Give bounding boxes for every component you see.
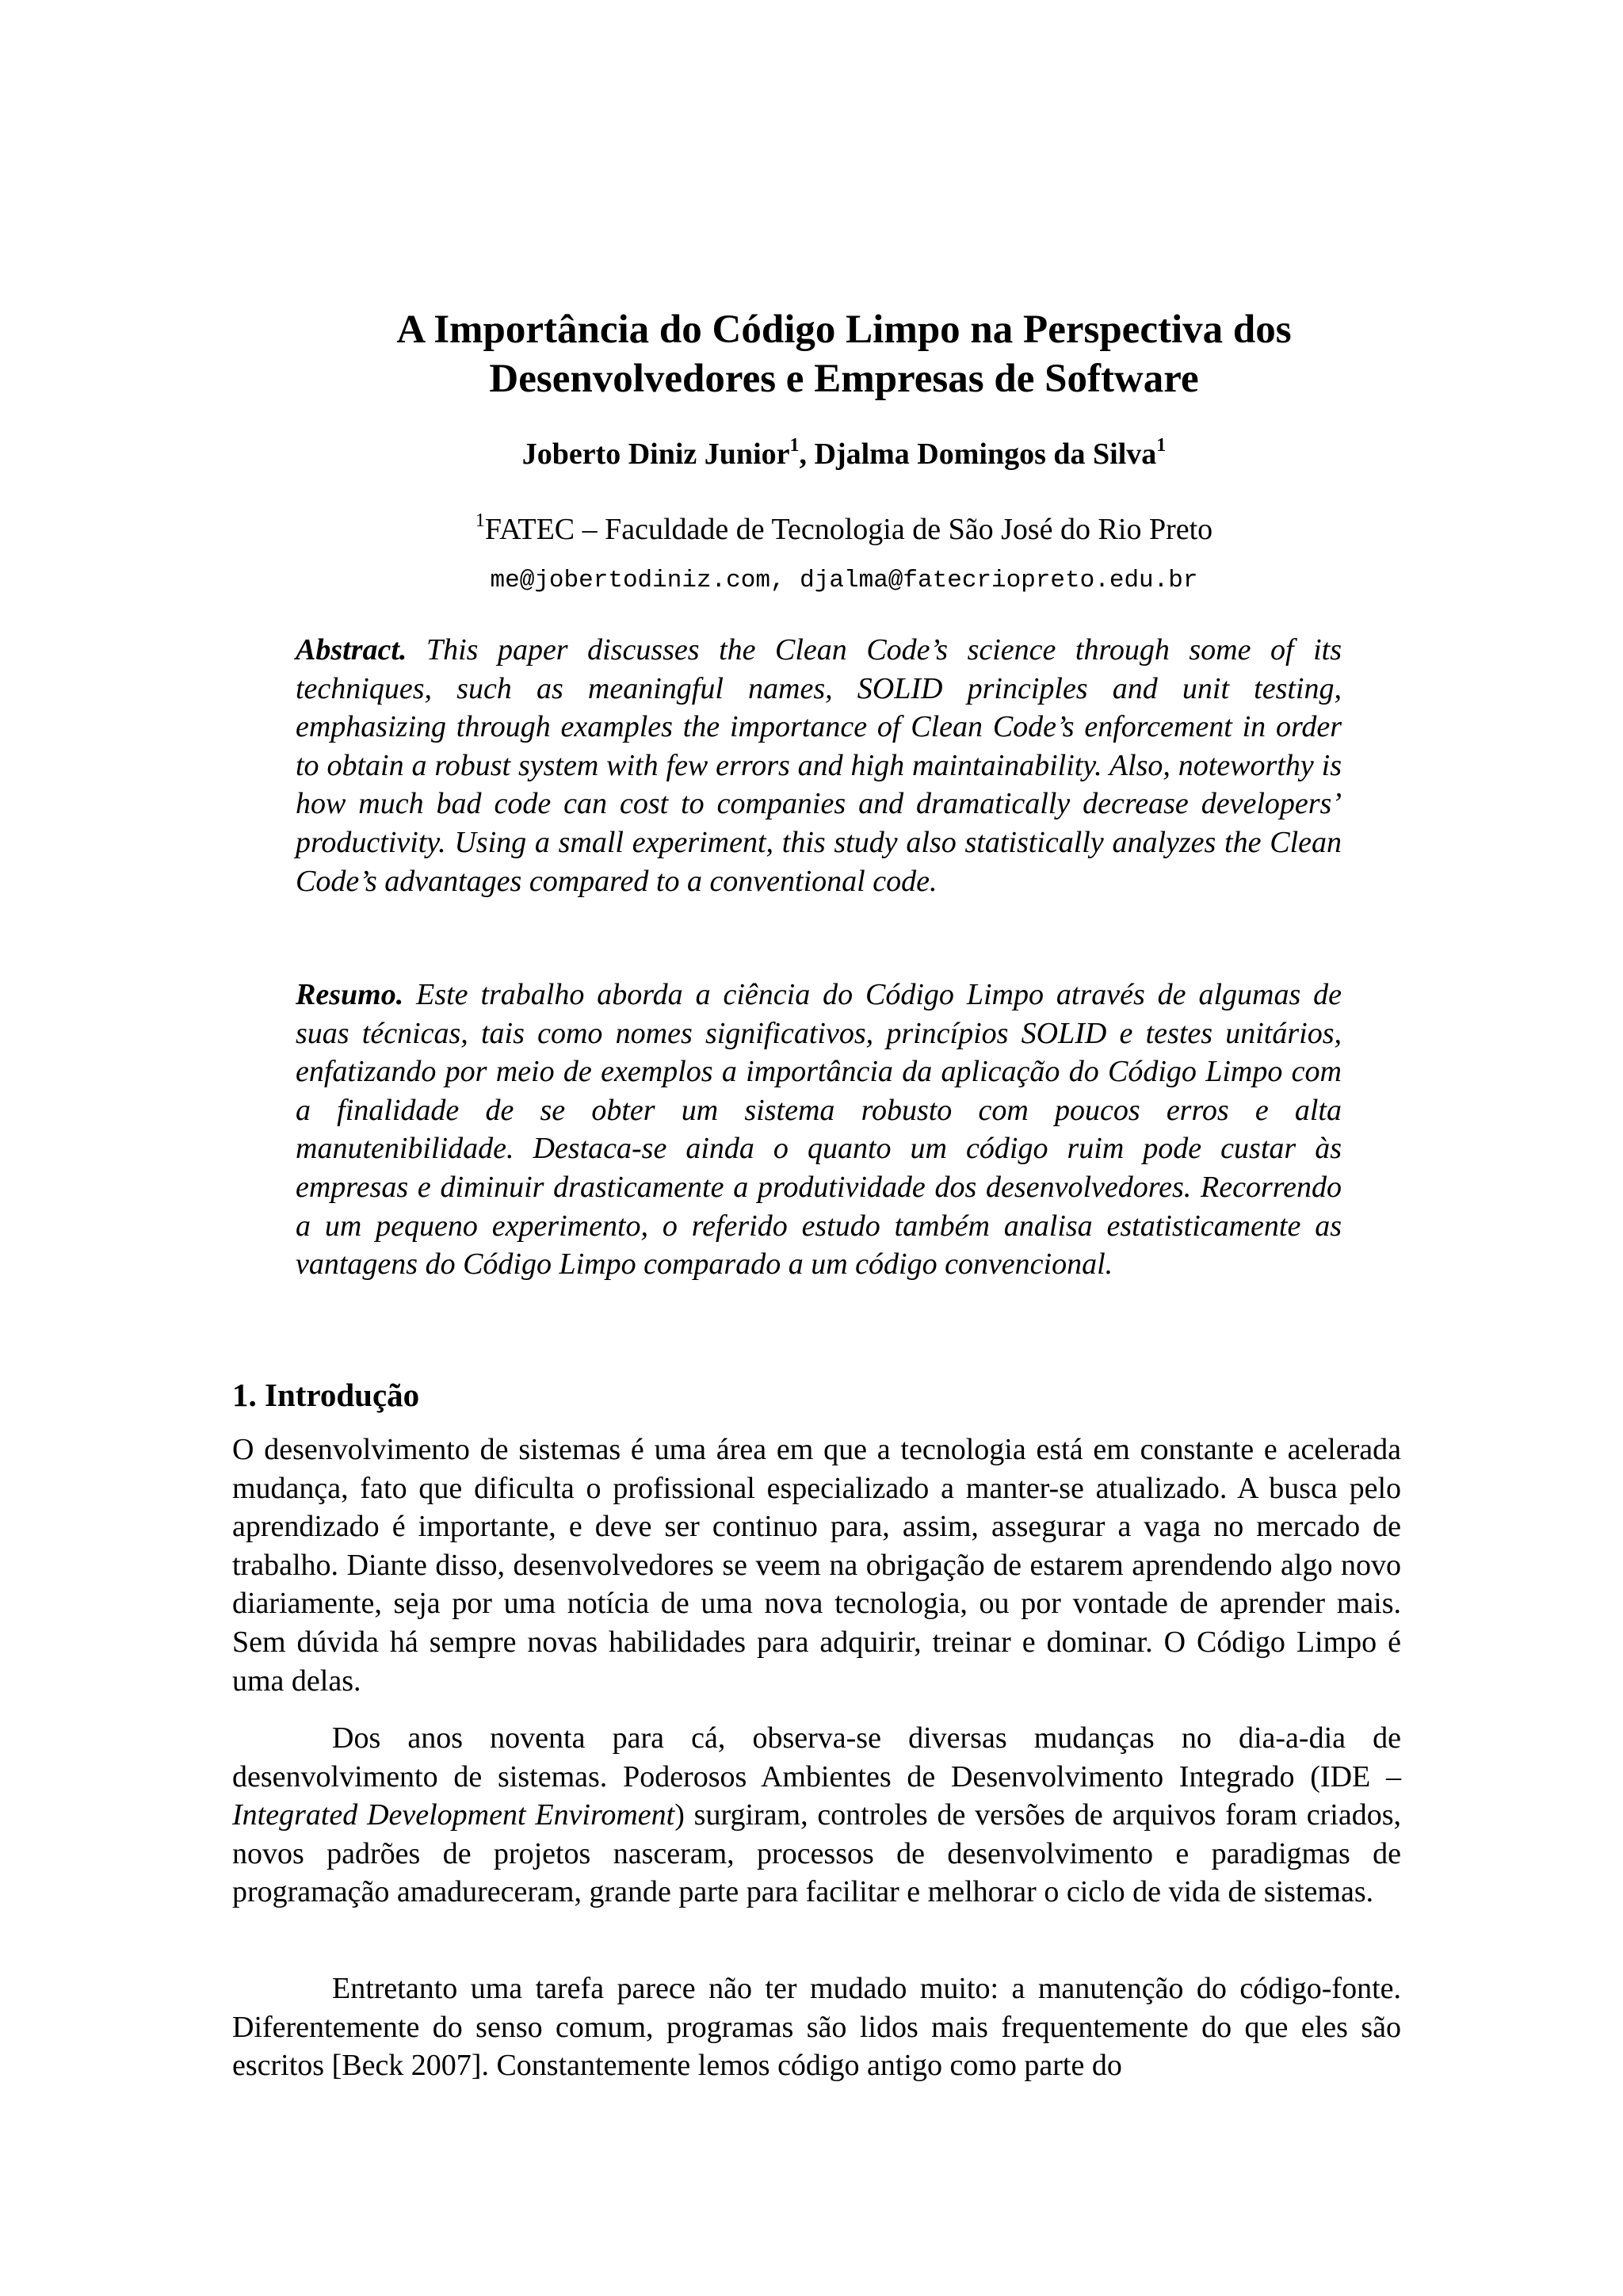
body-paragraph-3: Entretanto uma tarefa parece não ter mudado muito: a manutenção do código-fonte. Diferentemente do senso comum, programas são lidos mais frequentemente do que eles são escritos [Beck 2007]. Constantemente lemos código antigo como parte do [232, 1972, 1401, 2083]
paragraph-2-emphasis: Integrated Development Enviroment [232, 1798, 675, 1832]
affiliation-mark: 1 [475, 510, 485, 531]
resumo [296, 976, 1342, 1284]
resumo-lead: Resumo. [296, 978, 404, 1011]
author-1: Joberto Diniz Junior [521, 437, 790, 471]
section-heading-introducao: 1. Introdução [232, 1377, 420, 1413]
title-line-2: Desenvolvedores e Empresas de Software [489, 357, 1199, 401]
affiliation-text: FATEC – Faculdade de Tecnologia de São José do Rio Preto [484, 513, 1213, 546]
resumo-text: Este trabalho aborda a ciência do Código Limpo através de algumas de suas técnicas, tais como nomes significativos, princípios SOLID e testes unitários, enfatizando por meio de exemplos a importância da aplicação do Código Limpo com a finalidade de se obter um sistema robusto com poucos erros e alta manutenibilidade. Destaca-se ainda o quanto um código ruim pode custar às empresas e diminuir drasticamente a produtividade dos desenvolvedores. Recorrendo a um pequeno experimento, o referido estudo também analisa estatisticamente as vantagens do Código Limpo comparado a um código convencional. [296, 978, 1342, 1282]
abstract-lead: Abstract. [296, 633, 407, 667]
paragraph-2-text-a: Dos anos noventa para cá, observa-se diversas mudanças no dia-a-dia de desenvolvimento de sistemas. Poderosos Ambientes de Desenvolvimento Integrado (IDE – [232, 1721, 1401, 1794]
affiliation [238, 511, 1450, 548]
author-emails: me@jobertodiniz.com, djalma@fatecriopreto.edu.br [490, 567, 1198, 594]
body-paragraph-2 [232, 1719, 1401, 1912]
author-list [238, 436, 1450, 472]
abstract-text: This paper discusses the Clean Code’s science through some of its techniques, such as meaningful names, SOLID principles and unit testing, emphasizing through examples the importance of Clean Code’s enforcement in order to obtain a robust system with few errors and high maintainability. Also, noteworthy is how much bad code can cost to companies and dramatically decrease developers’ productivity. Using a small experiment, this study also statistically analyzes the Clean Code’s advantages compared to a conventional code. [296, 633, 1342, 898]
body-paragraph-1: O desenvolvimento de sistemas é uma área em que a tecnologia está em constante e acelerada mudança, fato que dificulta o profissional especializado a manter-se atualizado. A busca pelo aprendizado é importante, e deve ser continuo para, assim, assegurar a vaga no mercado de trabalho. Diante disso, desenvolvedores se veem na obrigação de estarem aprendendo algo novo diariamente, seja por uma notícia de uma nova tecnologia, ou por vontade de aprender mais. Sem dúvida há sempre novas habilidades para adquirir, treinar e dominar. O Código Limpo é uma delas. [232, 1433, 1401, 1698]
author-2: Djalma Domingos da Silva [814, 437, 1157, 471]
paragraph-2-text-b: ) surgiram, controles de versões de arquivos foram criados, novos padrões de projetos nasceram, processos de desenvolvimento e paradigmas de programação amadureceram, grande parte para facilitar e melhorar o ciclo de vida de sistemas. [232, 1798, 1401, 1909]
author-separator: , [799, 437, 815, 471]
title-line-1: A Importância do Código Limpo na Perspectiva dos [396, 308, 1292, 352]
paper-title [238, 305, 1450, 403]
abstract [296, 631, 1342, 900]
author-1-affiliation-mark: 1 [789, 435, 800, 456]
author-2-affiliation-mark: 1 [1156, 435, 1167, 456]
